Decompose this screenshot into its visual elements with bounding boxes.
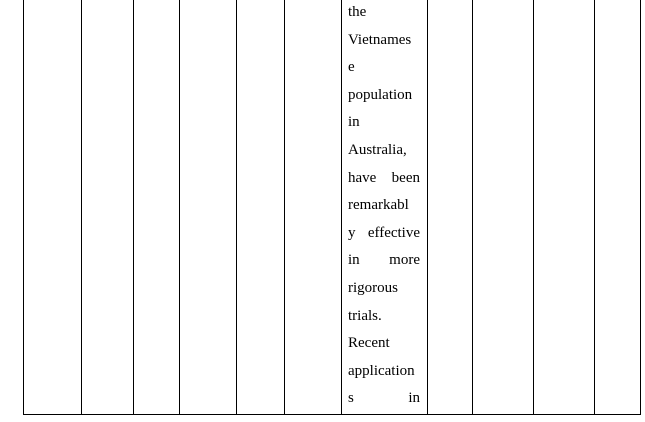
table-cell-empty (428, 0, 473, 415)
text-line: Australia, (348, 141, 407, 158)
text-line: y effective (348, 224, 420, 241)
text-line: remarkabl (348, 197, 409, 214)
table-cell-empty (82, 0, 134, 415)
table-cell-empty (473, 0, 534, 415)
table-cell-empty (24, 0, 82, 415)
table-cell-text (342, 0, 428, 415)
document-table (23, 0, 641, 415)
text-line: have been (348, 169, 420, 186)
table-cell-empty (237, 0, 285, 415)
text-line: in more (348, 252, 420, 269)
text-line: in (348, 114, 360, 131)
table-cell-empty (595, 0, 641, 415)
text-line: application (348, 362, 415, 379)
text-line: s in (348, 390, 420, 407)
text-line: rigorous (348, 279, 398, 296)
text-line: the (348, 4, 367, 20)
text-line: e (348, 59, 355, 76)
text-line: Recent (348, 335, 390, 352)
table-cell-empty (534, 0, 595, 415)
table-cell-empty (285, 0, 342, 415)
text-line: population (348, 86, 413, 103)
table-cell-empty (180, 0, 237, 415)
text-line: trials. (348, 307, 382, 324)
table-cell-empty (134, 0, 180, 415)
text-column (348, 0, 420, 413)
text-line: Vietnames (348, 31, 412, 48)
table-row (24, 0, 641, 415)
